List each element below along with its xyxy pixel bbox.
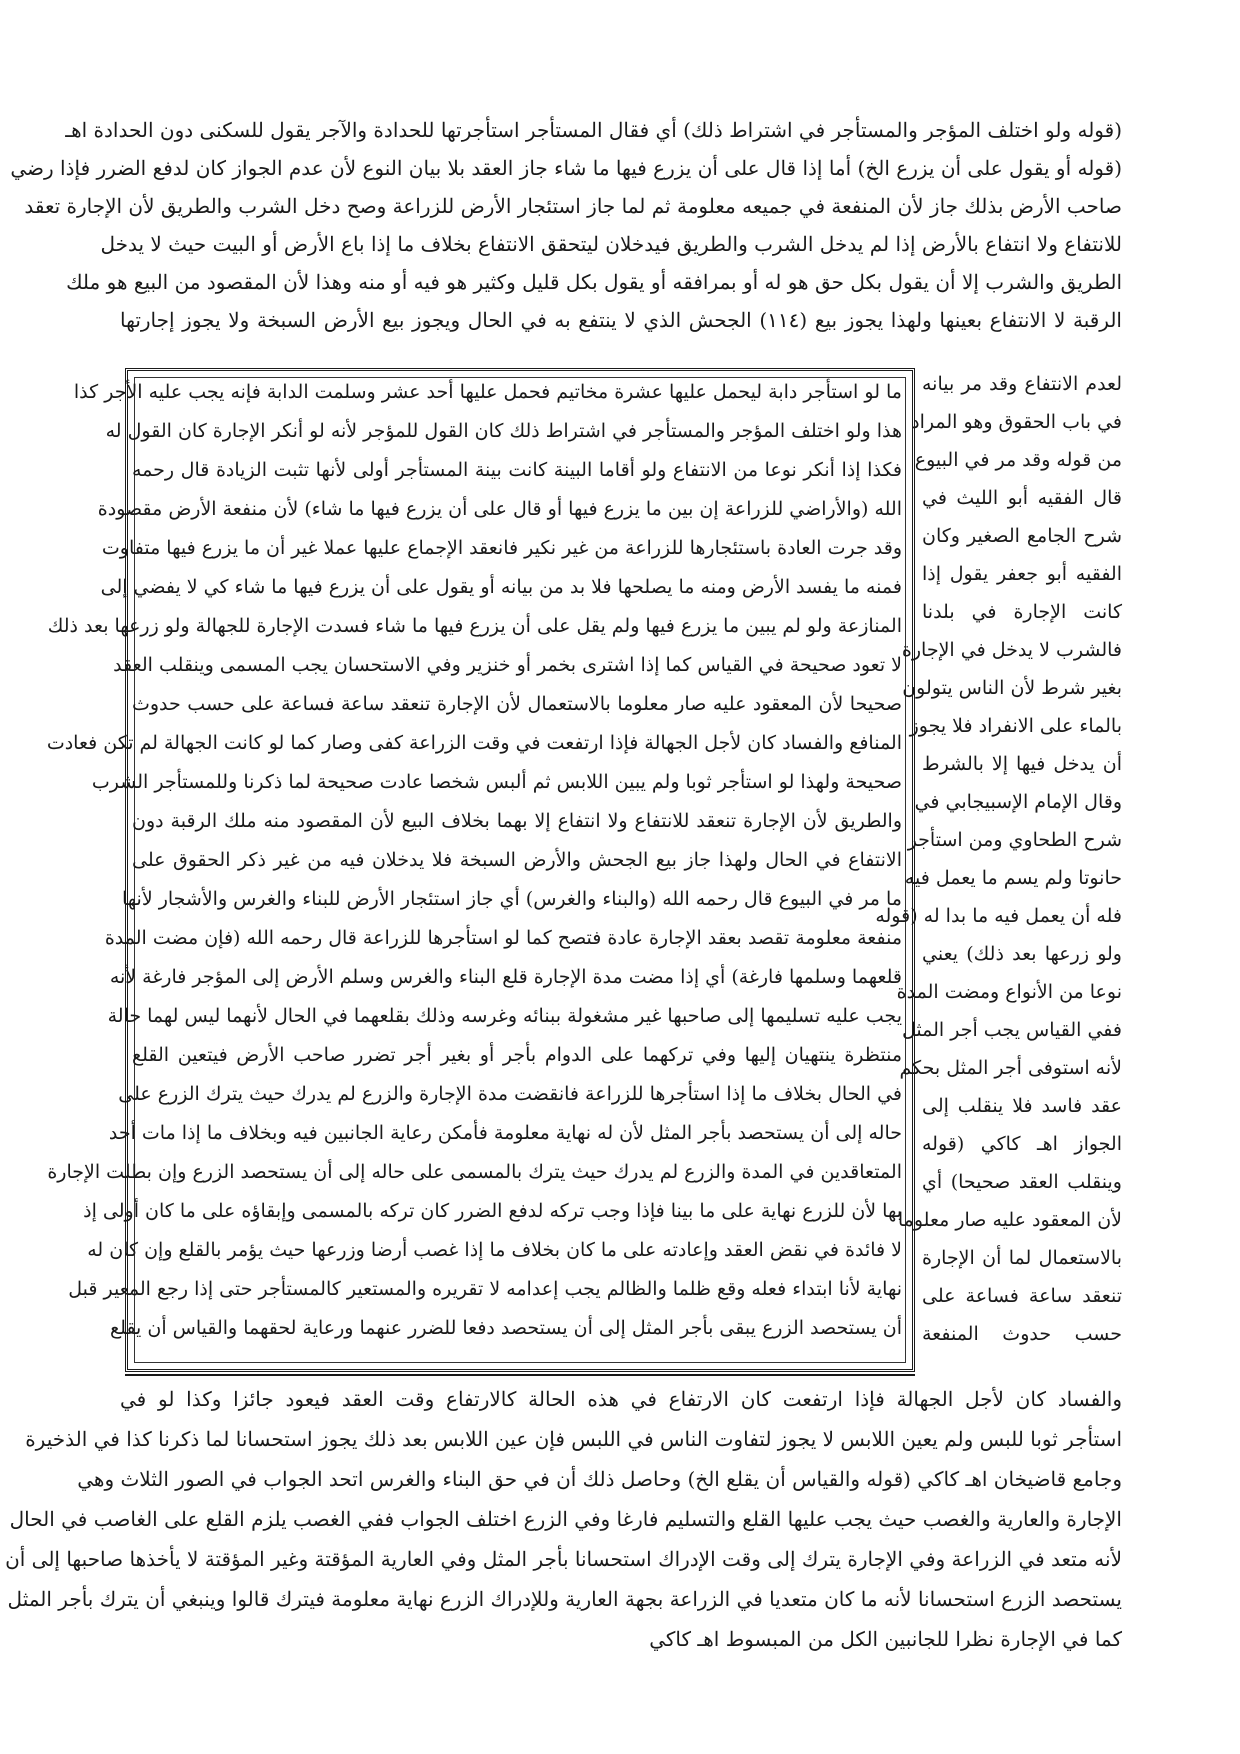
top-line: للانتفاع ولا انتفاع بالأرض إذا لم يدخل الشرب والطريق فيدخلان ليتحقق الانتفاع بخلاف ما إذا باع الأرض أو البيت حيث لا يدخل: [100, 232, 1122, 256]
margin-line: فله أن يعمل فيه ما بدا له (قوله: [875, 905, 1122, 927]
top-line: صاحب الأرض بذلك جاز لأن المنفعة في جميعه معلومة ثم لما جاز استئجار الأرض للزراعة وصح دخل الشرب والطريق لأن الإجارة تعقد: [24, 194, 1122, 218]
commentary-line: صحيحا لأن المعقود عليه صار معلوما بالاستعمال لأن الإجارة تنعقد ساعة فساعة على حسب حدوث: [132, 693, 902, 715]
top-line: (قوله ولو اختلف المؤجر والمستأجر في اشتراط ذلك) أي فقال المستأجر استأجرتها للحدادة والآجر يقول للسكنى دون الحدادة اهـ: [65, 118, 1122, 142]
commentary-line: حاله إلى أن يستحصد بأجر المثل لأن له نهاية معلومة فأمكن رعاية الجانبين فيه وبخلاف ما إذا مات أحد: [108, 1122, 902, 1144]
margin-line: لعدم الانتفاع وقد مر بيانه: [922, 373, 1122, 395]
commentary-line: منتظرة ينتهيان إليها وفي تركهما على الدوام بأجر أو بغير أجر تضرر صاحب الأرض فيتعين القلع: [132, 1044, 902, 1066]
margin-line: بالماء على الانفراد فلا يجوز: [909, 715, 1122, 737]
frame-bottom-rule: [125, 1374, 915, 1376]
margin-line: وقال الإمام الإسبيجابي في: [914, 791, 1122, 813]
margin-line: قال الفقيه أبو الليث في: [922, 487, 1122, 509]
commentary-line: والطريق لأن الإجارة تنعقد للانتفاع ولا انتفاع إلا بهما بخلاف البيع لأن المقصود منه ملك الرقبة دون: [132, 810, 902, 832]
commentary-line: الانتفاع في الحال ولهذا جاز بيع الجحش والأرض السبخة فلا يدخلان فيه من غير ذكر الحقوق على: [132, 849, 902, 871]
margin-line: فالشرب لا يدخل في الإجارة: [901, 639, 1122, 661]
commentary-line: نهاية لأنا ابتداء فعله وقع ظلما والظالم يجب إعدامه لا تقريره والمستعير كالمستأجر حتى إذا رجع المعير قبل: [68, 1278, 902, 1300]
bottom-line: يستحصد الزرع استحسانا لأنه ما كان متعديا في الزراعة بجهة العارية وللإدراك الزرع نهاية معلومة فيترك قالوا وينبغي أن يترك بأجر المثل: [7, 1587, 1122, 1611]
commentary-line: ما لو استأجر دابة ليحمل عليها عشرة مخاتيم فحمل عليها أحد عشر وسلمت الدابة فإنه يجب عليه الأجر كذا: [73, 381, 902, 403]
margin-line: بغير شرط لأن الناس يتولون: [902, 677, 1122, 699]
margin-line: بالاستعمال لما أن الإجارة: [922, 1247, 1122, 1269]
top-line: الرقبة لا الانتفاع بعينها ولهذا يجوز بيع (١١٤) الجحش الذي لا ينتفع به في الحال ويجوز بيع الأرض السبخة ولا يجوز إجارتها: [120, 308, 1122, 332]
commentary-line: المتعاقدين في المدة والزرع لم يدرك حيث يترك بالمسمى على حاله إلى أن يستحصد الزرع وإن بطلت الإجارة: [47, 1161, 902, 1183]
commentary-line: ما مر في البيوع قال رحمه الله (والبناء والغرس) أي جاز استئجار الأرض للبناء والغرس والأشجار لأنها: [121, 888, 902, 910]
commentary-line: المنازعة ولو لم يبين ما يزرع فيها ولم يقل على أن يزرع فيها ما شاء فسدت الإجارة للجهالة ولو زرعها بعد ذلك: [47, 615, 902, 637]
commentary-line: صحيحة ولهذا لو استأجر ثوبا ولم يبين اللابس ثم ألبس شخصا عادت صحيحة لما ذكرنا وللمستأجر الشرب: [91, 771, 902, 793]
margin-line: تنعقد ساعة فساعة على: [922, 1285, 1122, 1307]
margin-line: من قوله وقد مر في البيوع: [914, 449, 1122, 471]
commentary-line: في الحال بخلاف ما إذا استأجرها للزراعة فانقضت مدة الإجارة والزرع لم يدرك حيث يترك الزرع على: [118, 1083, 902, 1105]
margin-line: ففي القياس يجب أجر المثل: [902, 1019, 1122, 1041]
margin-line: شرح الطحاوي ومن استأجر: [907, 829, 1122, 851]
top-line: (قوله أو يقول على أن يزرع الخ) أما إذا قال على أن يزرع فيها ما شاء جاز العقد بلا بيان النوع لأن عدم الجواز كان لدفع الضرر فإذا رضي: [10, 156, 1122, 180]
top-line: الطريق والشرب إلا أن يقول بكل حق هو له أو بمرافقه أو يقول بكل قليل وكثير هو فيه أو منه وهذا لأن المقصود من البيع هو ملك: [66, 270, 1122, 294]
commentary-line: بها لأن للزرع نهاية على ما بينا فإذا وجب تركه لدفع الضرر كان تركه بالمسمى وإبقاؤه على ما كان أولى إذ: [83, 1200, 902, 1222]
commentary-line: وقد جرت العادة باستئجارها للزراعة من غير نكير فانعقد الإجماع عليها عملا غير أن ما يزرع فيها متفاوت: [101, 537, 902, 559]
bottom-line: وجامع قاضيخان اهـ كاكي (قوله والقياس أن يقلع الخ) وحاصل ذلك أن في حق البناء والغرس اتحد الجواب في الصور الثلاث وهي: [77, 1467, 1122, 1491]
margin-line: ولو زرعها بعد ذلك) يعني: [922, 943, 1122, 965]
commentary-line: الله (والأراضي للزراعة إن بين ما يزرع فيها أو قال على أن يزرع فيها ما شاء) لأن منفعة الأرض مقصودة: [97, 498, 902, 520]
margin-line: كانت الإجارة في بلدنا: [922, 601, 1122, 623]
bottom-line: والفساد كان لأجل الجهالة فإذا ارتفعت كان الارتفاع في هذه الحالة كالارتفاع وقت العقد فيعود جائزا وكذا لو في: [120, 1387, 1122, 1411]
bottom-line: الإجارة والعارية والغصب حيث يجب عليها القلع والتسليم فارغا وفي الزرع اختلف الجواب ففي الغصب يلزم القلع على الغاصب في الحال: [9, 1507, 1122, 1531]
commentary-line: منفعة معلومة تقصد بعقد الإجارة عادة فتصح كما لو استأجرها للزراعة قال رحمه الله (فإن مضت المدة: [104, 927, 902, 949]
margin-line: حسب حدوث المنفعة: [922, 1323, 1122, 1345]
commentary-line: لا تعود صحيحة في القياس كما إذا اشترى بخمر أو خنزير وفي الاستحسان يجب المسمى وينقلب العقد: [113, 654, 902, 676]
bottom-line: لأنه متعد في الزراعة وفي الإجارة يترك إلى وقت الإدراك استحسانا بأجر المثل وفي العارية المؤقتة وغير المؤقتة لا يأخذها صاحبها إلى أن: [5, 1547, 1122, 1571]
commentary-line: يجب عليه تسليمها إلى صاحبها غير مشغولة ببنائه وغرسه وذلك بقلعهما في الحال لأنهما ليس لهما حالة: [107, 1005, 902, 1027]
margin-line: وينقلب العقد صحيحا) أي: [922, 1171, 1122, 1193]
margin-line: لأن المعقود عليه صار معلوما: [897, 1209, 1122, 1231]
commentary-line: قلعهما وسلمها فارغة) أي إذا مضت مدة الإجارة قلع البناء والغرس وسلم الأرض إلى المؤجر فارغة لأنه: [109, 966, 902, 988]
margin-line: في باب الحقوق وهو المراد: [911, 411, 1122, 433]
margin-line: حانوتا ولم يسم ما يعمل فيه: [904, 867, 1122, 889]
commentary-line: فكذا إذا أنكر نوعا من الانتفاع ولو أقاما البينة كانت بينة المستأجر أولى لأنها تثبت الزيادة قال رحمه: [132, 459, 902, 481]
commentary-line: هذا ولو اختلف المؤجر والمستأجر في اشتراط ذلك كان القول للمؤجر لأنه لو أنكر الإجارة كان القول له: [105, 420, 902, 442]
margin-line: عقد فاسد فلا ينقلب إلى: [922, 1095, 1122, 1117]
margin-line: الفقيه أبو جعفر يقول إذا: [922, 563, 1122, 585]
margin-line: لأنه استوفى أجر المثل بحكم: [899, 1057, 1122, 1079]
bottom-line: كما في الإجارة نظرا للجانبين الكل من المبسوط اهـ كاكي: [649, 1627, 1122, 1651]
commentary-line: فمنه ما يفسد الأرض ومنه ما يصلحها فلا بد من بيانه أو يقول على أن يزرع فيها ما شاء كي لا يفضي إلى: [100, 576, 902, 598]
margin-line: أن يدخل فيها إلا بالشرط: [922, 753, 1122, 775]
margin-line: شرح الجامع الصغير وكان: [922, 525, 1122, 547]
commentary-line: المنافع والفساد كان لأجل الجهالة فإذا ارتفعت في وقت الزراعة كفى وصار كما لو كانت الجهالة لم تكن فعادت: [46, 732, 902, 754]
margin-line: الجواز اهـ كاكي (قوله: [922, 1133, 1122, 1155]
commentary-line: أن يستحصد الزرع يبقى بأجر المثل إلى أن يستحصد دفعا للضرر عنهما ورعاية لحقهما والقياس أن يقلع: [110, 1317, 902, 1339]
commentary-line: لا فائدة في نقض العقد وإعادته على ما كان بخلاف ما إذا غصب أرضا وزرعها حيث يؤمر بالقلع وإن كان له: [87, 1239, 902, 1261]
bottom-line: استأجر ثوبا للبس ولم يعين اللابس لا يجوز لتفاوت الناس في اللبس فإن عين اللابس بعد ذلك يجوز استحسانا لما ذكرنا كذا في الذخيرة: [25, 1427, 1122, 1451]
margin-line: نوعا من الأنواع ومضت المدة: [896, 981, 1122, 1003]
